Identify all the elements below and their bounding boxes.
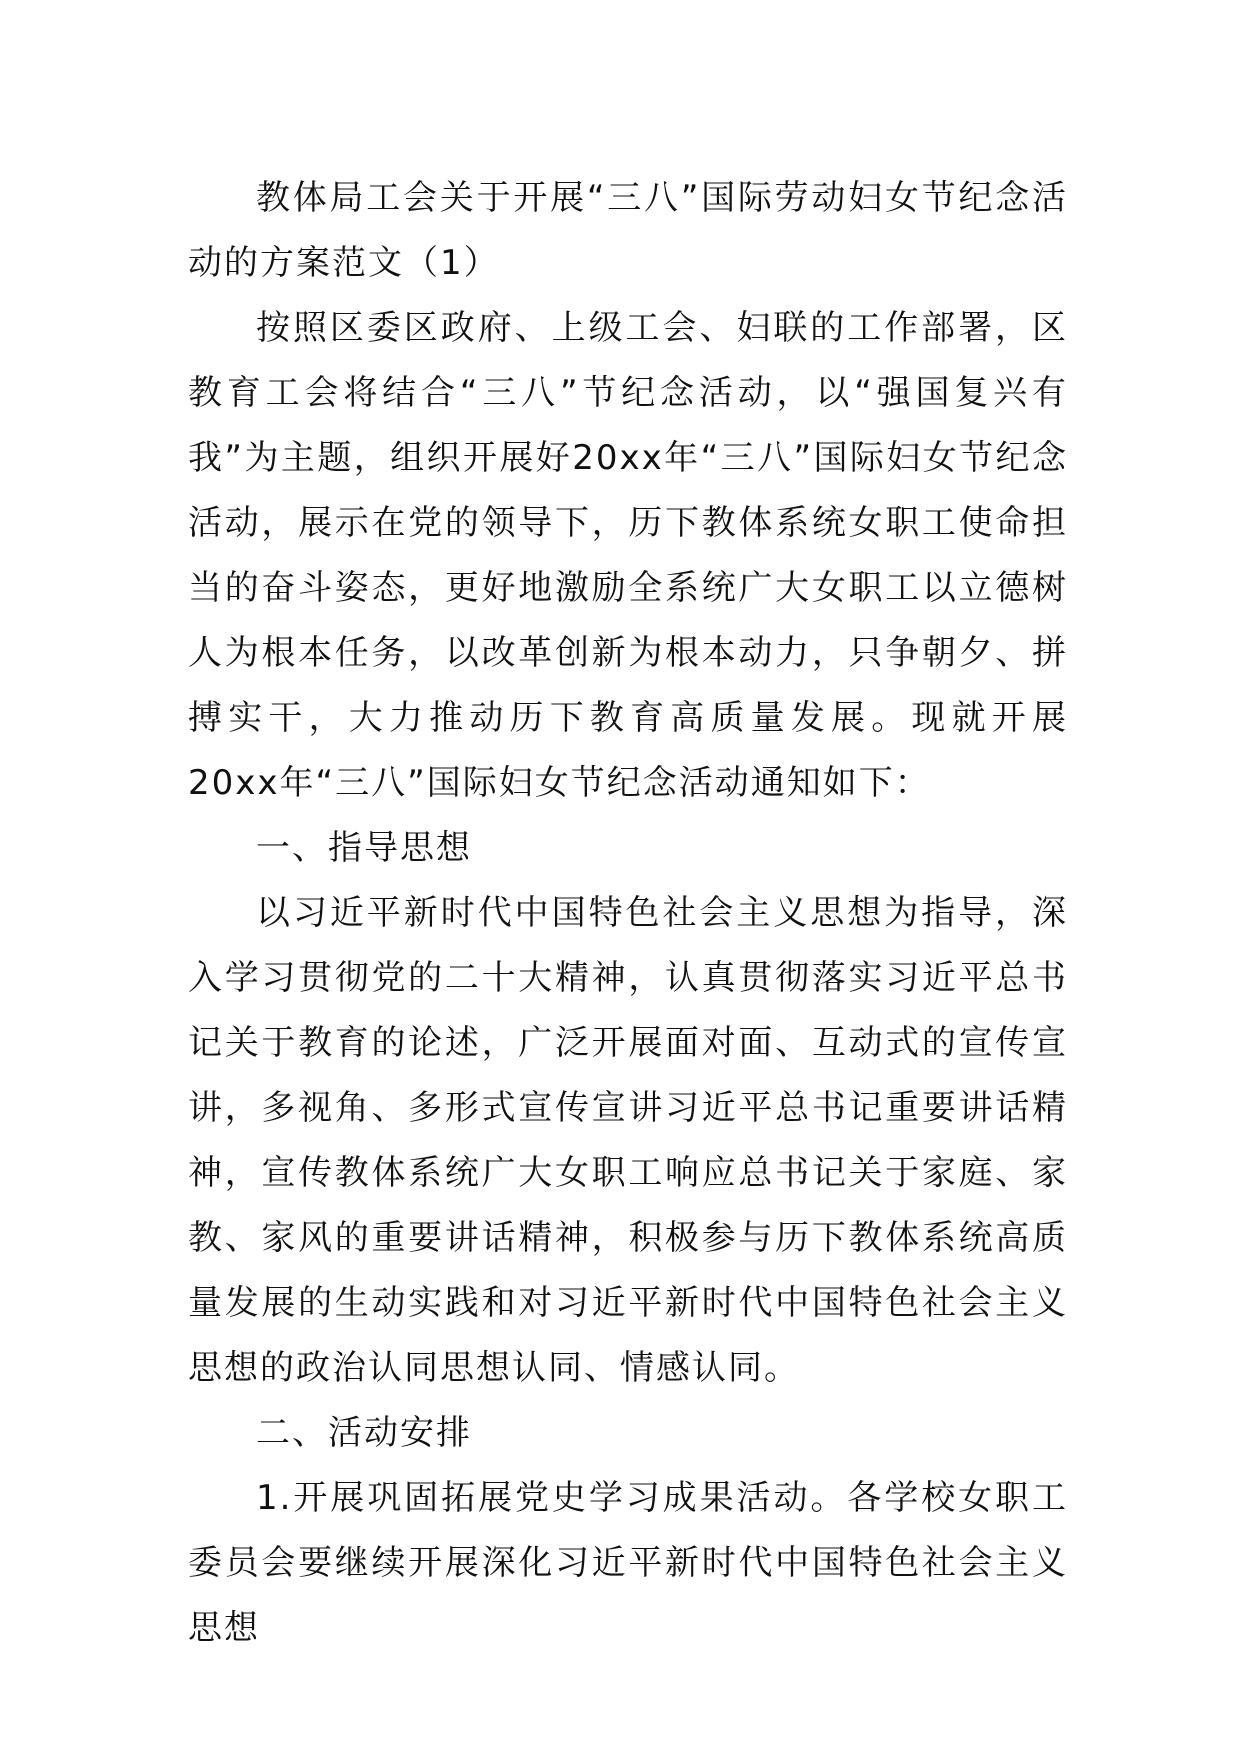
document-title: 教体局工会关于开展“三八”国际劳动妇女节纪念活动的方案范文（1） xyxy=(188,178,1068,283)
section-heading-guiding-ideology: 一、指导思想 xyxy=(256,828,472,868)
document-body xyxy=(188,166,1068,1661)
guiding-ideology-paragraph: 以习近平新时代中国特色社会主义思想为指导，深入学习贯彻党的二十大精神，认真贯彻落实习近平总书记关于教育的论述，广泛开展面对面、互动式的宣传宣讲，多视角、多形式宣传宣讲习近平总书记重要讲话精神，宣传教体系统广大女职工响应总书记关于家庭、家教、家风的重要讲话精神，积极参与历下教体系统高质量发展的生动实践和对习近平新时代中国特色社会主义思想的政治认同思想认同、情感认同。 xyxy=(188,893,1068,1388)
activity-item-1: 1.开展巩固拓展党史学习成果活动。各学校女职工委员会要继续开展深化习近平新时代中国特色社会主义思想 xyxy=(188,1478,1068,1648)
intro-paragraph: 按照区委区政府、上级工会、妇联的工作部署，区教育工会将结合“三八”节纪念活动，以“强国复兴有我”为主题，组织开展好20xx年“三八”国际妇女节纪念活动，展示在党的领导下，历下教体系统女职工使命担当的奋斗姿态，更好地激励全系统广大女职工以立德树人为根本任务，以改革创新为根本动力，只争朝夕、拼搏实干，大力推动历下教育高质量发展。现就开展20xx年“三八”国际妇女节纪念活动通知如下： xyxy=(188,308,1068,803)
section-heading-activity-arrangement: 二、活动安排 xyxy=(256,1413,472,1453)
